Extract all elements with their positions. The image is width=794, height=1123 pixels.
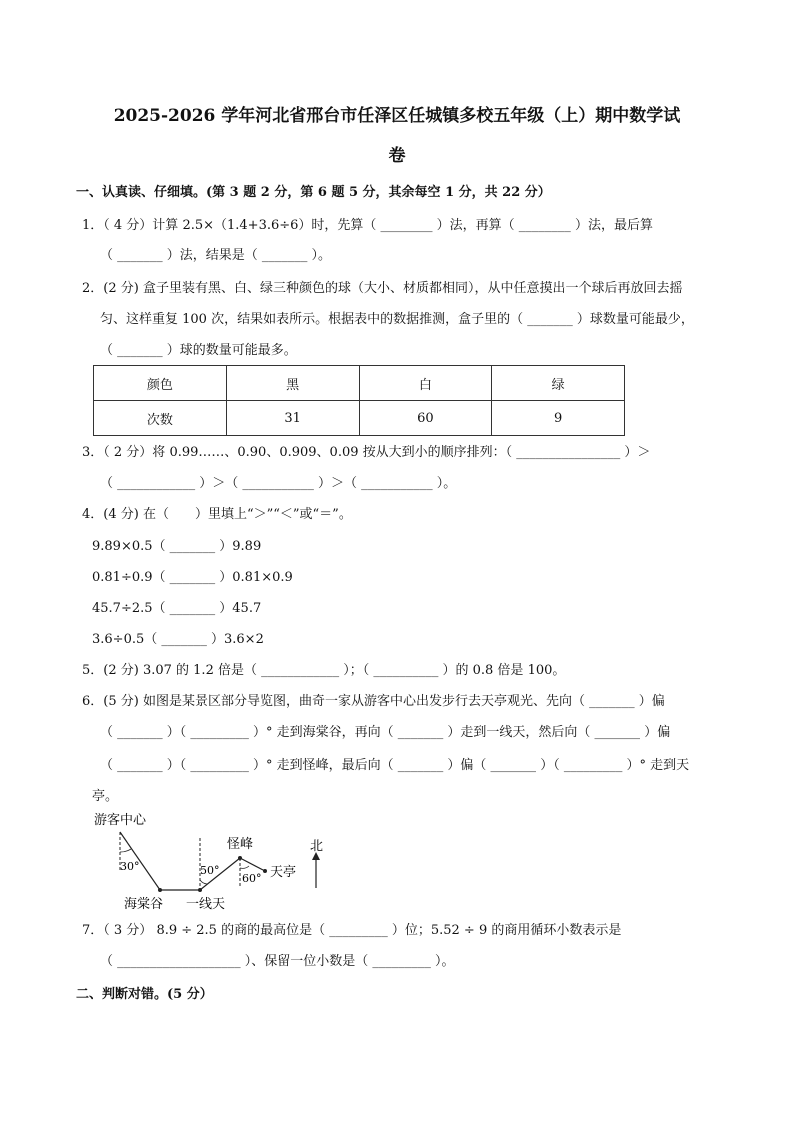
- table-cell: 白: [359, 366, 492, 401]
- question-4-item: 9.89×0.5（ _______ ）9.89: [92, 539, 262, 554]
- question-3-line2: （ ____________ ）＞（ ___________ ）＞（ ___________ ）。: [100, 476, 457, 491]
- question-2-line1: 2．(2 分) 盒子里装有黑、白、绿三种颜色的球（大小、材质都相同），从中任意摸出一个球后再放回去摇: [82, 281, 683, 296]
- table-cell: 31: [226, 401, 359, 436]
- table-cell: 绿: [492, 366, 625, 401]
- question-5-line1: 5．(2 分) 3.07 的 1.2 倍是（ ____________ ）；（ __________ ）的 0.8 倍是 100。: [82, 663, 566, 678]
- label-tianting: 天亭: [270, 865, 297, 880]
- label-angle-30: 30°: [120, 860, 140, 873]
- question-1-line2: （ _______ ）法，结果是（ _______ ）。: [100, 248, 332, 263]
- table-cell: 黑: [226, 366, 359, 401]
- scenic-guide-map: [90, 808, 330, 918]
- question-4-item: 45.7÷2.5（ _______ ）45.7: [92, 601, 262, 616]
- question-7-line1: 7．（ 3 分） 8.9 ÷ 2.5 的商的最高位是（ _________ ）位；5.52 ÷ 9 的商用循环小数表示是: [82, 923, 622, 938]
- table-cell: 9: [492, 401, 625, 436]
- section1-heading: 一、认真读、仔细填。(第 3 题 2 分，第 6 题 5 分，其余每空 1 分，共 22 分）: [76, 185, 551, 200]
- question-6-line4: 亭。: [92, 789, 119, 804]
- label-north: 北: [310, 839, 324, 854]
- table-row: [94, 401, 625, 436]
- table-cell: 60: [359, 401, 492, 436]
- question-1-line1: 1．（ 4 分）计算 2.5×（1.4+3.6÷6）时，先算（ ________ ）法，再算（ ________ ）法，最后算: [82, 218, 653, 233]
- section2-heading: 二、判断对错。(5 分）: [76, 987, 213, 1002]
- question-2-line3: （ _______ ）球的数量可能最多。: [100, 343, 297, 358]
- table-cell: 颜色: [94, 366, 227, 401]
- question-2-line2: 匀、这样重复 100 次，结果如表所示。根据表中的数据推测，盒子里的（ _______ ）球数量可能最少，: [100, 312, 694, 327]
- exam-title-line1: 2025-2026 学年河北省邢台市任泽区任城镇多校五年级（上）期中数学试: [113, 106, 681, 126]
- question-6-line1: 6．(5 分) 如图是某景区部分导览图，曲奇一家从游客中心出发步行去天亭观光、先向（ _______ ）偏: [82, 694, 665, 709]
- question-4-item: 3.6÷0.5（ _______ ）3.6×2: [92, 632, 264, 647]
- exam-title-line2: 卷: [388, 146, 406, 166]
- label-angle-60: 60°: [242, 872, 262, 885]
- label-visitor-center: 游客中心: [94, 813, 147, 828]
- label-angle-50: 50°: [200, 864, 220, 877]
- ball-count-table: [93, 365, 625, 436]
- question-4-line1: 4．(4 分) 在（ ）里填上“＞”“＜”或“＝”。: [82, 507, 352, 522]
- question-6-line3: （ _______ ）（ _________ ）° 走到怪峰，最后向（ _______ ）偏（ _______ ）（ _________ ）° 走到天: [100, 758, 690, 773]
- label-yixiantian: 一线天: [186, 897, 226, 912]
- table-header-row: [94, 366, 625, 401]
- label-strange-peak: 怪峰: [227, 837, 254, 852]
- table-cell: 次数: [94, 401, 227, 436]
- question-3-line1: 3．（ 2 分）将 0.99……、0.90、0.909、0.09 按从大到小的顺序排列：（ ________________ ）＞: [82, 445, 651, 460]
- question-4-item: 0.81÷0.9（ _______ ）0.81×0.9: [92, 570, 293, 585]
- label-haitang-valley: 海棠谷: [124, 897, 164, 912]
- question-7-line2: （ ___________________ ）、保留一位小数是（ _________ ）。: [100, 954, 455, 969]
- question-6-line2: （ _______ ）（ _________ ）° 走到海棠谷，再向（ _______ ）走到一线天，然后向（ _______ ）偏: [100, 725, 671, 740]
